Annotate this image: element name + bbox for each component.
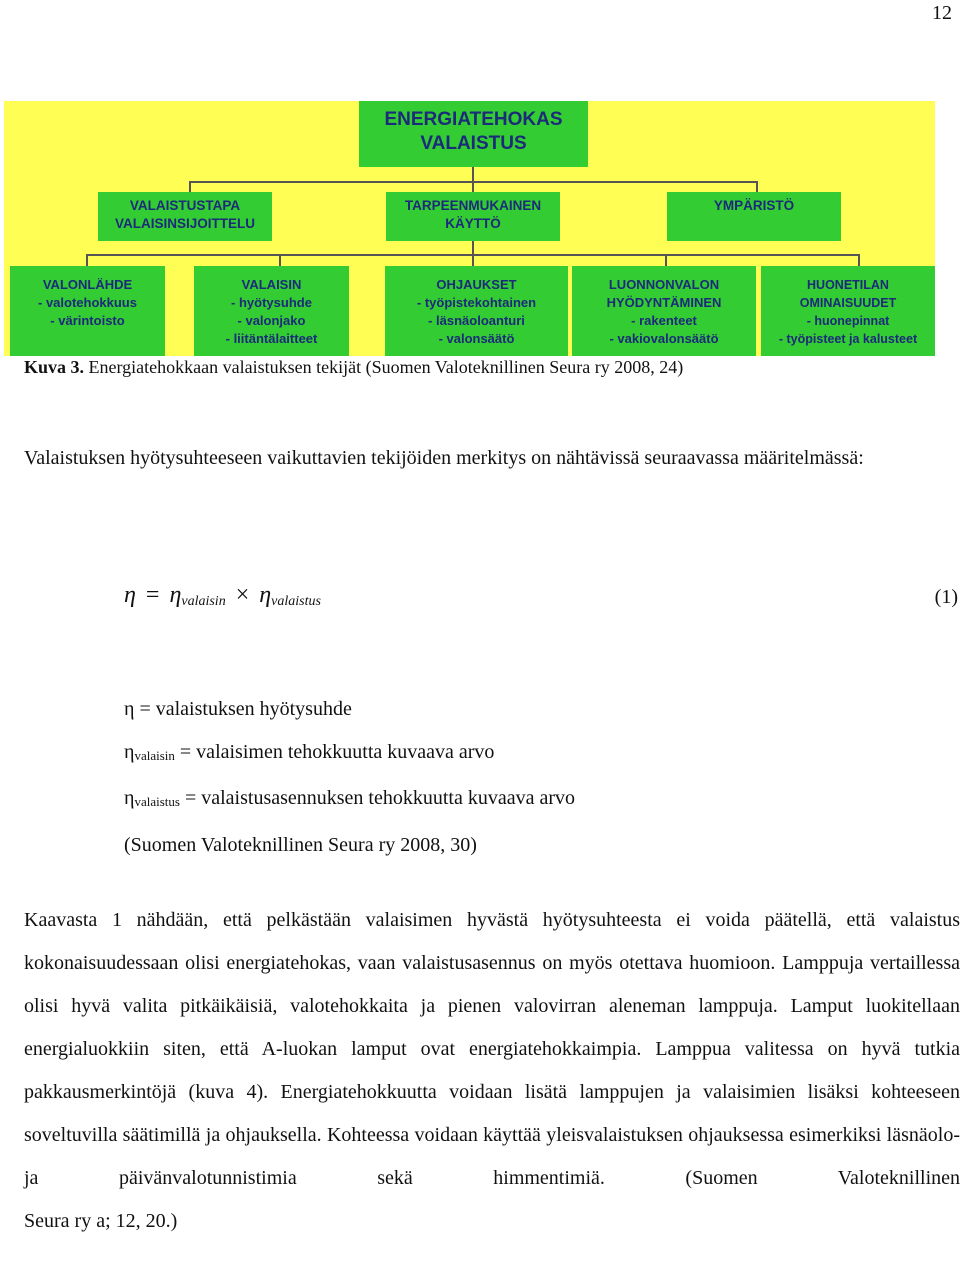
diagram-bottom-box-controls <box>385 266 568 356</box>
connector-top-vertical <box>472 167 474 182</box>
formula-times: × <box>235 582 250 608</box>
bot-box-4-line-4: - vakiovalonsäätö <box>609 331 719 346</box>
mid-box-1-line-2: VALAISINSIJOITTELU <box>114 216 255 231</box>
formula-equals: = <box>145 582 160 608</box>
connector-bottom-1 <box>86 254 88 266</box>
efficiency-formula <box>124 582 321 610</box>
mid-box-2-line-2: KÄYTTÖ <box>445 216 501 231</box>
diagram-bottom-box-room <box>761 266 935 356</box>
bot-box-5-line-2: OMINAISUUDET <box>799 296 897 310</box>
bot-box-5-line-3: - huonepinnat <box>806 314 890 328</box>
def3-symbol: η <box>124 787 135 809</box>
bot-box-3-line-2: - työpistekohtainen <box>416 295 537 310</box>
connector-mid-left <box>189 181 191 192</box>
formula-sub-2: valaistus <box>271 594 321 609</box>
def2-text: = valaisimen tehokkuutta kuvaava arvo <box>174 740 495 763</box>
connector-bottom-5 <box>858 254 860 266</box>
body-paragraph-last-line: Seura ry a; 12, 20.) <box>24 1210 178 1232</box>
bot-box-4-line-1: LUONNONVALON <box>608 277 720 292</box>
mid-box-2-line-1: TARPEENMUKAINEN <box>404 198 542 213</box>
connector-bottom-2 <box>279 254 281 266</box>
formula-lhs: η <box>124 582 136 608</box>
bot-box-4-line-3: - rakenteet <box>631 313 697 328</box>
definition-eta-valaisin <box>124 731 575 778</box>
caption-label: Kuva 3. <box>24 357 85 377</box>
connector-bottom-3 <box>472 254 474 266</box>
top-box-line-1: ENERGIATEHOKAS <box>384 109 563 130</box>
body-paragraph-main: Kaavasta 1 nähdään, että pelkästään valaisimen hyvästä hyötysuhteesta ei voida päätellä, että valaistus kokonaisuudessaan olisi energiatehokas, vaan valaistusasennus on myös otettava huomioon. Lamppuja vertaillessa olisi hyvä valita pitkäikäisiä, valotehokkaita ja pienen valovirran aleneman lamppuja. Lamput luokitellaan energialuokkiin siten, että A-luokan lamput ovat energiatehokkaimpia. Lamppua valitessa on hyvä tutkia pakkausmerkintöjä (kuva 4). Energiatehokkuutta voidaan lisätä lamppujen ja valaisimien lisäksi kohteeseen soveltuvilla säätimillä ja ohjauksella. Kohteessa voidaan käyttää yleisvalaistuksen ohjauksessa esimerkiksi läsnäolo- ja päivänvalotunnistimia sekä himmentimiä. (Suomen Valoteknillinen <box>24 909 960 1189</box>
mid-box-3-line-1: YMPÄRISTÖ <box>713 198 795 213</box>
diagram-middle-box-environment <box>667 192 841 241</box>
top-box-line-2: VALAISTUS <box>420 133 527 154</box>
equation-number: (1) <box>934 586 958 608</box>
connector-mid-center <box>472 181 474 192</box>
bot-box-3-line-1: OHJAUKSET <box>436 277 517 292</box>
connector-bottom-4 <box>665 254 667 266</box>
def3-sub: valaistus <box>134 794 180 809</box>
bot-box-5-line-1: HUONETILAN <box>807 278 889 292</box>
figure-caption <box>24 357 683 378</box>
bot-box-2-line-3: - valonjako <box>237 313 306 328</box>
bot-box-3-line-3: - läsnäoloanturi <box>428 313 525 328</box>
bot-box-2-line-4: - liitäntälaitteet <box>225 331 318 346</box>
bot-box-2-line-1: VALAISIN <box>241 277 302 292</box>
intro-paragraph: Valaistuksen hyötysuhteeseen vaikuttavien tekijöiden merkitys on nähtävissä seuraavassa määritelmässä: <box>24 447 864 469</box>
diagram-bottom-box-daylight <box>572 266 756 356</box>
bot-box-3-line-4: - valonsäätö <box>438 331 515 346</box>
bot-box-1-line-2: - valotehokkuus <box>38 295 137 310</box>
formula-eta-2: η <box>259 582 272 608</box>
connector-mid-right <box>756 181 758 192</box>
definition-eta: η = valaistuksen hyötysuhde <box>124 698 352 720</box>
body-paragraph <box>24 899 960 1243</box>
def2-sub: valaisin <box>134 747 175 763</box>
bot-box-2-line-2: - hyötysuhde <box>231 295 312 310</box>
formula-eta-1: η <box>169 582 182 608</box>
page-number: 12 <box>932 2 952 24</box>
def3-text: = valaistusasennuksen tehokkuutta kuvaava arvo <box>179 787 576 809</box>
bot-box-1-line-3: - värintoisto <box>50 313 125 328</box>
bot-box-1-line-1: VALONLÄHDE <box>42 277 133 292</box>
diagram-top-box <box>359 101 588 167</box>
diagram-bottom-box-light-source <box>10 266 165 356</box>
formula-sub-1: valaisin <box>181 594 226 609</box>
definition-eta-valaistus <box>124 777 575 824</box>
def2-symbol: η <box>124 740 135 763</box>
mid-box-1-line-1: VALAISTUSTAPA <box>129 198 241 213</box>
definition-source: (Suomen Valoteknillinen Seura ry 2008, 30) <box>124 833 477 856</box>
diagram-bottom-box-luminaire <box>194 266 349 356</box>
caption-text: Energiatehokkaan valaistuksen tekijät (Suomen Valoteknillinen Seura ry 2008, 24) <box>84 357 684 377</box>
connector-low-vertical <box>472 241 474 255</box>
bot-box-4-line-2: HYÖDYNTÄMINEN <box>606 295 722 310</box>
diagram-middle-box-demand-use <box>386 192 560 241</box>
diagram-middle-box-lighting-method <box>98 192 272 241</box>
energy-efficiency-diagram <box>4 101 935 356</box>
definitions-list <box>124 688 575 866</box>
bot-box-5-line-4: - työpisteet ja kalusteet <box>778 332 918 346</box>
